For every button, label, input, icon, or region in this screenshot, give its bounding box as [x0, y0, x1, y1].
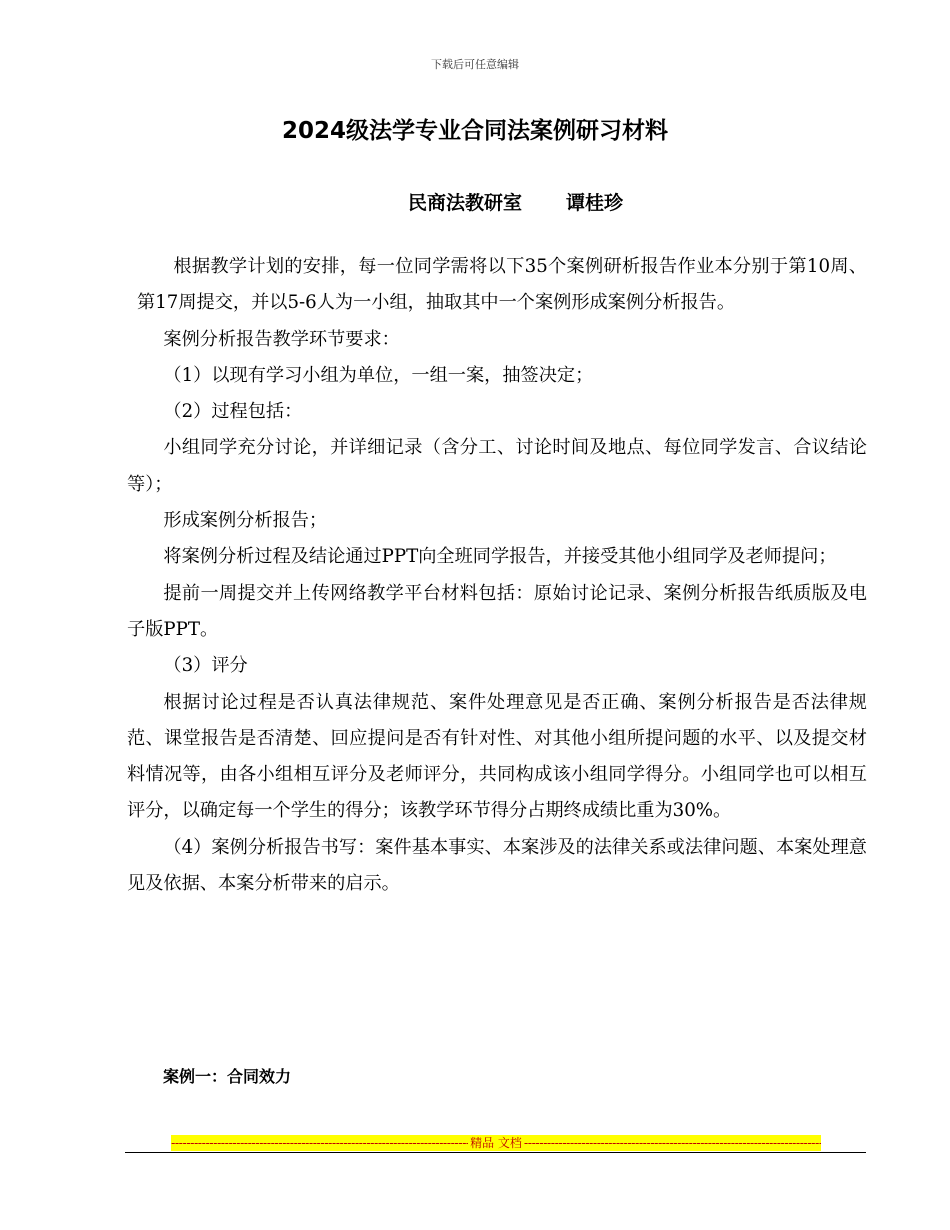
paragraph-intro: 根据教学计划的安排，每一位同学需将以下35个案例研析报告作业本分别于第10周、第17周提交，并以5-6人为一小组，抽取其中一个案例形成案例分析报告。: [137, 256, 867, 314]
footer-rule: [125, 1152, 866, 1153]
header-note: 下载后可任意编辑: [431, 58, 519, 71]
paragraph-scoring: 根据讨论过程是否认真法律规范、案件处理意见是否正确、案例分析报告是否法律规范、课堂报告是否清楚、回应提问是否有针对性、对其他小组所提问题的水平、以及提交材料情况等，由各小组相互评分及老师评分，共同构成该小组同学得分。小组同学也可以相互评分，以确定每一个学生的得分；该教学环节得分占期终成绩比重为30%。: [127, 691, 867, 822]
paragraph-ppt: 将案例分析过程及结论通过PPT向全班同学报告，并接受其他小组同学及老师提问；: [163, 546, 837, 568]
paragraph-item-2: （2）过程包括：: [163, 401, 303, 423]
document-title: 2024级法学专业合同法案例研习材料: [281, 118, 668, 144]
footer-dash-left: [171, 1135, 468, 1151]
paragraph-requirements: 案例分析报告教学环节要求：: [163, 328, 400, 350]
footer-banner: [171, 1135, 821, 1151]
author-department: 民商法教研室: [408, 192, 523, 214]
paragraph-item-1: （1）以现有学习小组为单位，一组一案，抽签决定；: [163, 364, 594, 386]
case-heading: 案例一：合同效力: [163, 1067, 292, 1086]
footer-mark: 精品 文档: [470, 1136, 522, 1150]
author-name: 谭桂珍: [566, 192, 624, 214]
paragraph-discussion: 小组同学充分讨论，并详细记录（含分工、讨论时间及地点、每位同学发言、合议结论等）；: [127, 437, 867, 495]
paragraph-submission: 提前一周提交并上传网络教学平台材料包括：原始讨论记录、案例分析报告纸质版及电子版PPT。: [127, 582, 867, 640]
document-body: [127, 249, 867, 902]
paragraph-report: 形成案例分析报告；: [163, 510, 328, 532]
footer-dash-right: [524, 1135, 821, 1151]
paragraph-item-3: （3）评分: [163, 655, 248, 677]
author-line: [408, 188, 623, 215]
paragraph-item-4: （4）案例分析报告书写：案件基本事实、本案涉及的法律关系或法律问题、本案处理意见及依据、本案分析带来的启示。: [127, 836, 867, 895]
